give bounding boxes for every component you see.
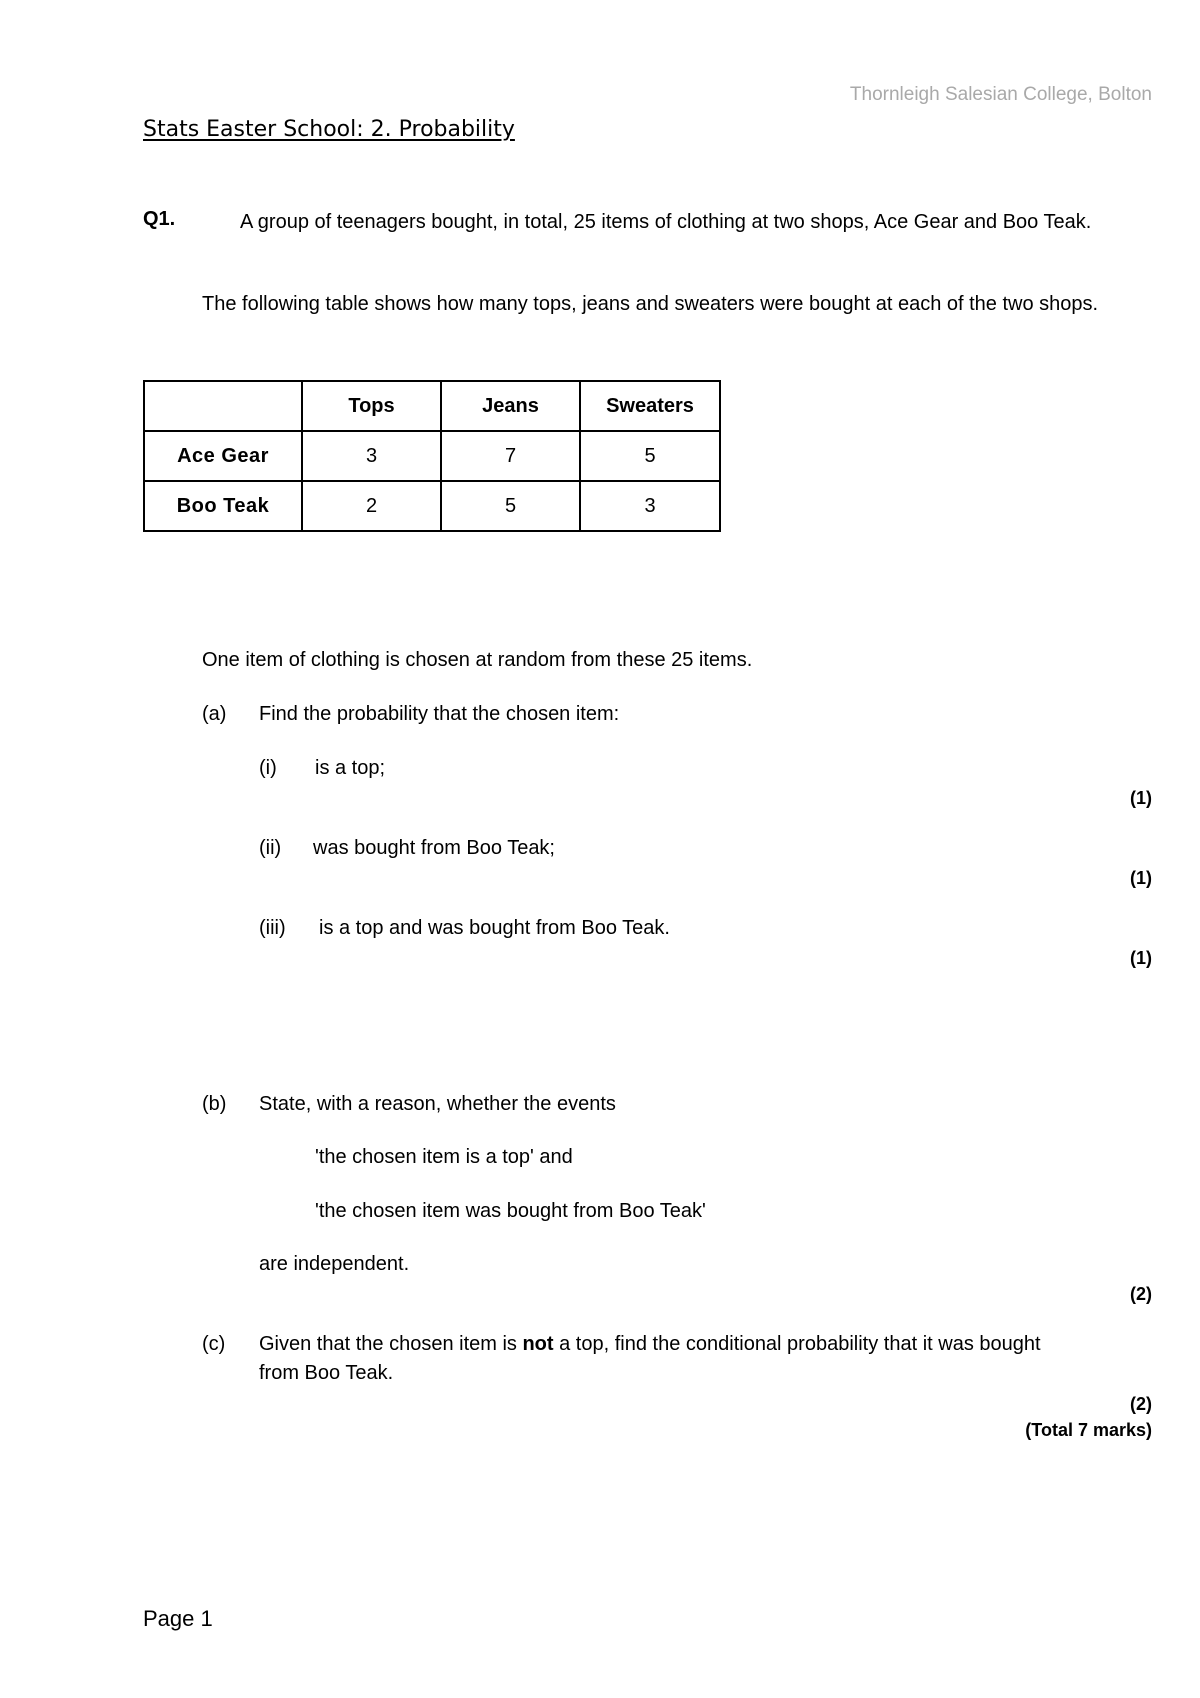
part-a-ii-marks: (1) — [1130, 868, 1152, 888]
table-row — [144, 431, 720, 481]
row-header-boo-teak: Boo Teak — [144, 481, 302, 531]
question-intro: A group of teenagers bought, in total, 25 items of clothing at two shops, Ace Gear and Boo Teak. — [240, 211, 1092, 233]
table-cell: 5 — [441, 481, 580, 531]
part-a-label: (a) — [202, 703, 227, 725]
part-b-closing: are independent. — [259, 1253, 410, 1275]
question-label: Q1. — [143, 208, 176, 230]
page-number: Page 1 — [143, 1606, 213, 1631]
document-title: Stats Easter School: 2. Probability — [143, 117, 515, 142]
part-b-event-1: 'the chosen item is a top' and — [315, 1146, 573, 1168]
part-a-ii-text: was bought from Boo Teak; — [313, 837, 555, 859]
column-header-jeans: Jeans — [441, 381, 580, 431]
part-a-iii-label: (iii) — [259, 917, 286, 939]
part-c-text-after: a top, find the conditional probability that it was bought from Boo Teak. — [259, 1333, 1041, 1384]
part-b-marks: (2) — [1130, 1284, 1152, 1304]
part-b-event-2: 'the chosen item was bought from Boo Teak' — [315, 1200, 706, 1222]
total-marks: (Total 7 marks) — [1025, 1420, 1152, 1440]
part-c-text — [259, 1330, 1079, 1388]
part-a-iii-marks: (1) — [1130, 948, 1152, 968]
part-a-i-text: is a top; — [315, 757, 386, 779]
table-corner-cell — [144, 381, 302, 431]
part-a-iii-text: is a top and was bought from Boo Teak. — [319, 917, 670, 939]
school-header: Thornleigh Salesian College, Bolton — [849, 84, 1152, 105]
clothing-table — [143, 380, 721, 532]
part-a-i-label: (i) — [259, 757, 277, 779]
part-c-label: (c) — [202, 1333, 226, 1355]
part-a-text: Find the probability that the chosen item: — [259, 703, 620, 725]
table-header-row — [144, 381, 720, 431]
part-c-text-before: Given that the chosen item is — [259, 1333, 523, 1355]
table-cell: 3 — [580, 481, 720, 531]
table-cell: 5 — [580, 431, 720, 481]
part-c-emphasis: not — [522, 1333, 554, 1355]
column-header-tops: Tops — [302, 381, 441, 431]
table-cell: 7 — [441, 431, 580, 481]
row-header-ace-gear: Ace Gear — [144, 431, 302, 481]
part-b-text: State, with a reason, whether the events — [259, 1093, 616, 1115]
random-choice-statement: One item of clothing is chosen at random from these 25 items. — [202, 649, 753, 671]
table-row — [144, 481, 720, 531]
part-a-i-marks: (1) — [1130, 788, 1152, 808]
table-intro: The following table shows how many tops, jeans and sweaters were bought at each of the two shops. — [202, 293, 1099, 315]
part-c-marks: (2) — [1130, 1394, 1152, 1414]
part-b-label: (b) — [202, 1093, 227, 1115]
part-a-ii-label: (ii) — [259, 837, 282, 859]
table-cell: 3 — [302, 431, 441, 481]
table-cell: 2 — [302, 481, 441, 531]
column-header-sweaters: Sweaters — [580, 381, 720, 431]
